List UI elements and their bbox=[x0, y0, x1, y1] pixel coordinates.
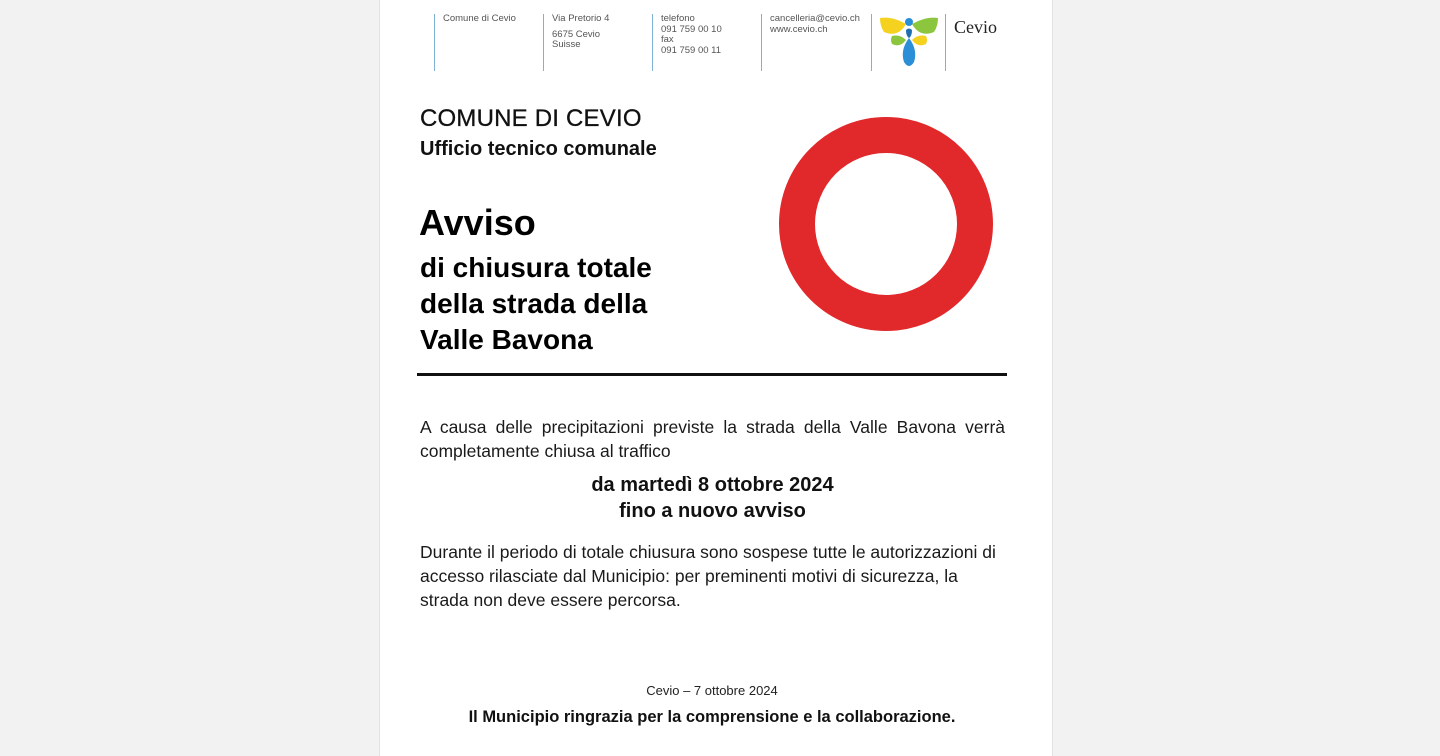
notice-paragraph-intro: A causa delle precipitazioni previste la strada della Valle Bavona verrà completamente chiusa al traffico bbox=[420, 417, 1005, 461]
document-page bbox=[379, 0, 1053, 756]
address-line: Suisse bbox=[552, 39, 581, 50]
fax-label: fax bbox=[661, 34, 674, 45]
email-link[interactable]: cancelleria@cevio.ch bbox=[770, 13, 860, 24]
closure-dates bbox=[420, 472, 1005, 524]
notice-paragraph-details: Durante il periodo di totale chiusura sono sospese tutte le autorizzazioni di accesso rilasciate dal Municipio: per preminenti motivi di sicurezza, la strada non deve essere percorsa. bbox=[420, 542, 996, 610]
org-subtitle: Ufficio tecnico comunale bbox=[420, 138, 657, 160]
notice-subtitle-line: di chiusura totale bbox=[420, 252, 652, 283]
closing-thanks: Il Municipio ringrazia per la comprensione e la collaborazione. bbox=[468, 708, 956, 726]
letterhead-entity bbox=[434, 14, 543, 71]
address-line: 6675 Cevio bbox=[552, 28, 601, 40]
website-link[interactable]: www.cevio.ch bbox=[770, 23, 828, 35]
address-line: Via Pretorio 4 bbox=[552, 13, 610, 24]
letterhead bbox=[434, 10, 1024, 72]
notice-subtitle-line: della strada della bbox=[420, 288, 648, 319]
notice-subtitle-line: Valle Bavona bbox=[420, 324, 593, 355]
phone-value: 091 759 00 10 bbox=[661, 23, 722, 35]
no-vehicles-road-sign-icon bbox=[778, 116, 994, 332]
org-title: COMUNE DI CEVIO bbox=[420, 105, 642, 132]
closure-start-date: da martedì 8 ottobre 2024 bbox=[591, 474, 834, 496]
cevio-logo bbox=[871, 14, 946, 71]
phone-label: telefono bbox=[661, 13, 695, 24]
letterhead-contacts bbox=[652, 14, 761, 71]
entity-name: Comune di Cevio bbox=[443, 13, 516, 24]
logo-wordmark-box bbox=[945, 14, 997, 71]
section-divider bbox=[417, 373, 1007, 376]
place-date: Cevio – 7 ottobre 2024 bbox=[646, 683, 778, 698]
notice-subtitle bbox=[420, 250, 750, 358]
fax-value: 091 759 00 11 bbox=[661, 44, 722, 56]
notice-title: Avviso bbox=[419, 202, 536, 243]
closure-end: fino a nuovo avviso bbox=[619, 500, 806, 522]
letterhead-address bbox=[543, 14, 652, 71]
logo-wordmark: Cevio bbox=[954, 17, 997, 37]
cevio-flower-logo-icon bbox=[878, 14, 940, 72]
letterhead-online bbox=[761, 14, 871, 71]
